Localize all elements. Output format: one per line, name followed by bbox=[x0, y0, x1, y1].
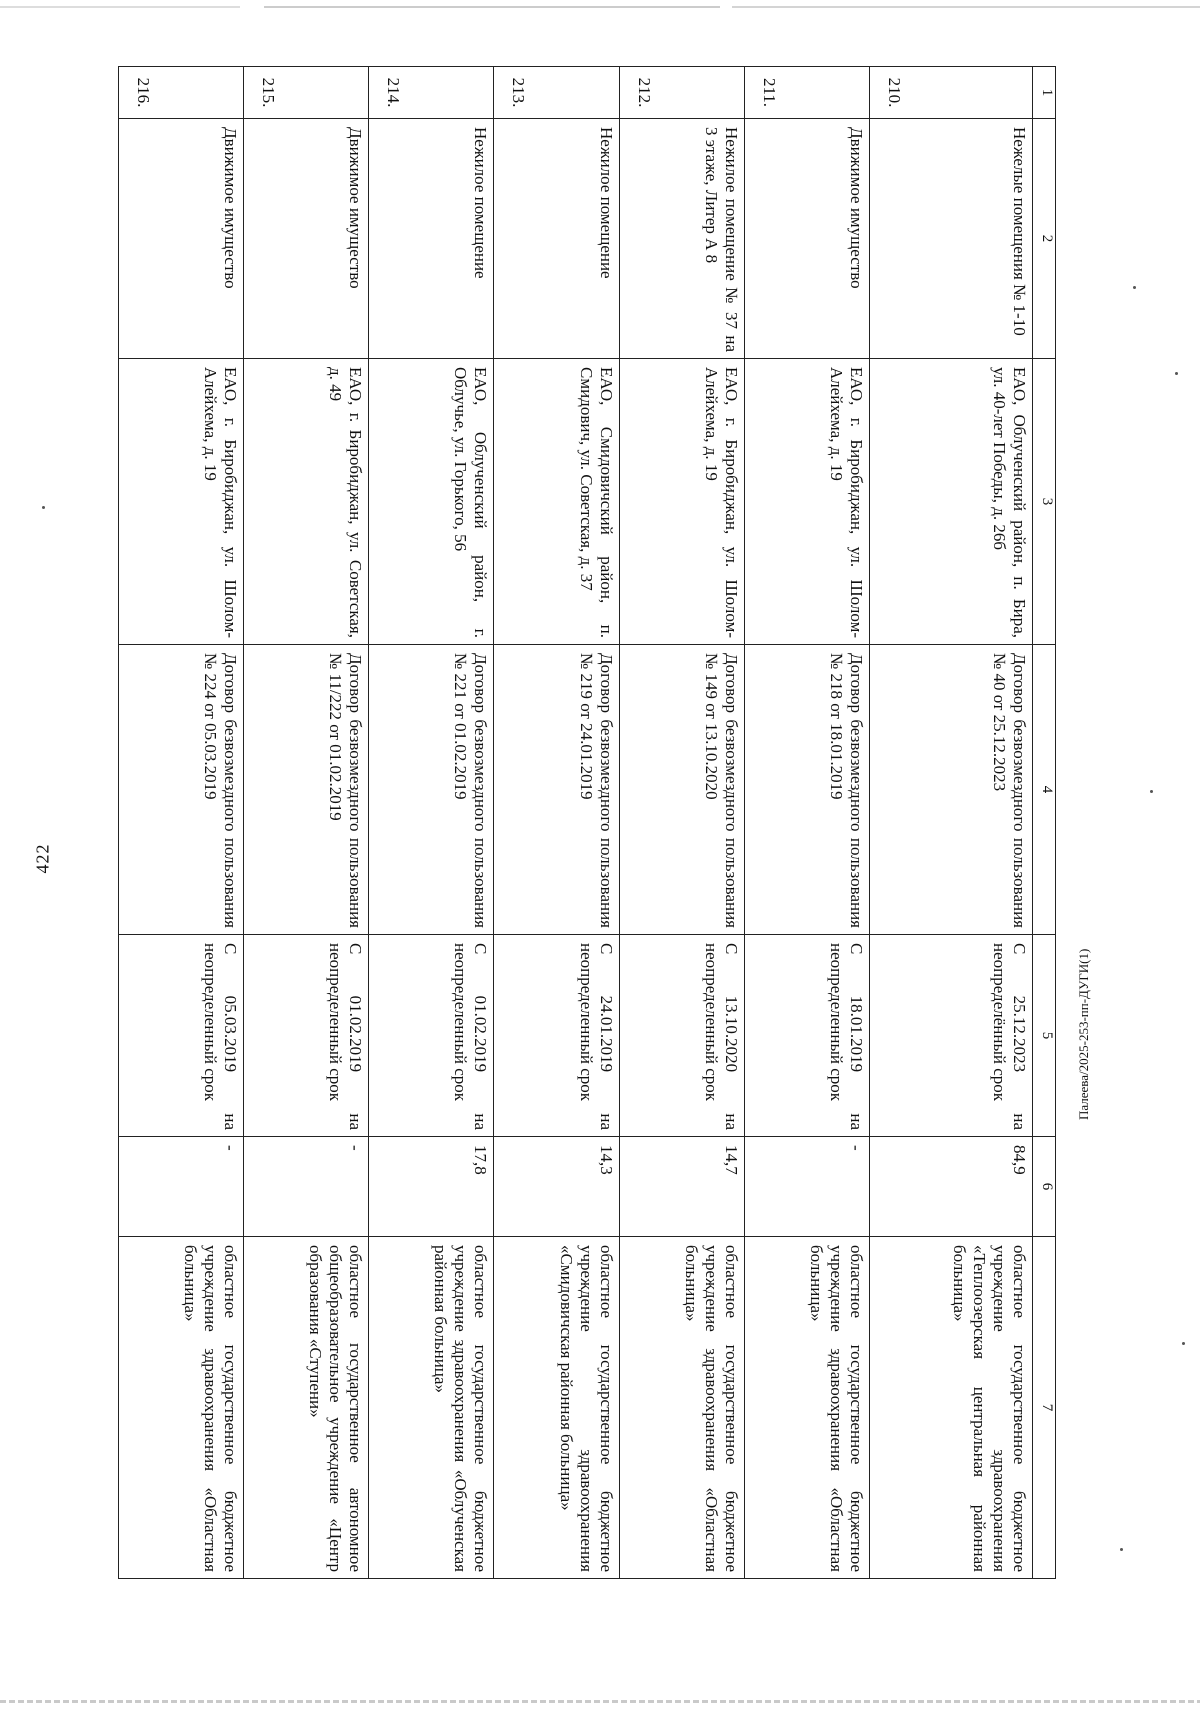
property-address: ЕАО, г. Биробиджан, ул. Шолом-Алейхема, д. 19 bbox=[826, 367, 866, 638]
property-name: Нежелые помещения № 1-10 bbox=[1010, 127, 1029, 336]
holder-text: областное государственное бюджетное учреждение здравоохранения «Областная больница» bbox=[806, 1245, 866, 1572]
scan-edge-bottom bbox=[0, 1700, 1200, 1703]
header-cell: 6 bbox=[1033, 1137, 1056, 1237]
row-number: 216. bbox=[134, 77, 153, 108]
term-text: С 01.02.2019 на неопределенный срок bbox=[326, 943, 366, 1130]
contract-text: Договор безвозмездного пользования № 218 от 18.01.2019 bbox=[826, 653, 866, 928]
page-number: 422 bbox=[32, 843, 53, 874]
area-value: - bbox=[346, 1145, 366, 1151]
header-row bbox=[1033, 67, 1056, 1579]
row-number-cell bbox=[244, 67, 369, 119]
row-number-cell bbox=[744, 67, 869, 119]
area-value: - bbox=[846, 1145, 866, 1151]
term-text: С 13.10.2020 на неопределенный срок bbox=[701, 943, 741, 1130]
term-text: С 05.03.2019 на неопределенный срок bbox=[201, 943, 241, 1130]
area-value: 14,7 bbox=[721, 1145, 741, 1175]
term-text: С 25.12.2023 на неопределённый срок bbox=[990, 943, 1029, 1130]
address-cell bbox=[494, 359, 619, 645]
term-cell bbox=[869, 935, 1032, 1137]
property-name: Движимое имущество bbox=[221, 127, 241, 289]
row-number-cell bbox=[619, 67, 744, 119]
contract-text: Договор безвозмездного пользования № 224 от 05.03.2019 bbox=[201, 653, 241, 928]
area-cell bbox=[869, 1137, 1032, 1237]
area-cell bbox=[119, 1137, 244, 1237]
name-cell bbox=[619, 119, 744, 359]
property-address: ЕАО, Облученский район, п. Бира, ул. 40-лет Победы, д. 26б bbox=[990, 367, 1029, 638]
property-address: ЕАО, г. Биробиджан, ул. Советская, д. 49 bbox=[326, 367, 366, 638]
row-number: 210. bbox=[884, 77, 904, 108]
property-name: Нежилое помещение № 37 на 3 этаже, Литер А 8 bbox=[701, 127, 741, 352]
scan-speck bbox=[1182, 1342, 1185, 1345]
property-name: Нежилое помещение bbox=[471, 127, 491, 279]
property-address: ЕАО, Облученский район, г. Облучье, ул. Горького, 56 bbox=[451, 367, 491, 638]
table-row bbox=[619, 67, 744, 1579]
term-cell bbox=[619, 935, 744, 1137]
area-value: 14,3 bbox=[596, 1145, 616, 1175]
contract-cell bbox=[744, 645, 869, 935]
name-cell bbox=[869, 119, 1032, 359]
address-cell bbox=[619, 359, 744, 645]
contract-cell bbox=[244, 645, 369, 935]
holder-text: областное государственное бюджетное учреждение здравоохранения «Теплоозерская центральная районная больница» bbox=[950, 1245, 1029, 1572]
property-name: Движимое имущество bbox=[346, 127, 366, 289]
name-cell bbox=[244, 119, 369, 359]
term-cell bbox=[244, 935, 369, 1137]
address-cell bbox=[869, 359, 1032, 645]
scan-speck bbox=[1150, 790, 1153, 793]
contract-cell bbox=[619, 645, 744, 935]
name-cell bbox=[119, 119, 244, 359]
area-cell bbox=[369, 1137, 494, 1237]
header-cell: 5 bbox=[1033, 935, 1056, 1137]
area-cell bbox=[494, 1137, 619, 1237]
name-cell bbox=[744, 119, 869, 359]
row-number-cell bbox=[869, 67, 1032, 119]
row-number-cell bbox=[369, 67, 494, 119]
area-value: - bbox=[221, 1145, 241, 1151]
holder-cell bbox=[744, 1237, 869, 1579]
holder-cell bbox=[119, 1237, 244, 1579]
rotated-table-container bbox=[118, 66, 1056, 1578]
term-cell bbox=[119, 935, 244, 1137]
header-cell: 2 bbox=[1033, 119, 1056, 359]
area-cell bbox=[244, 1137, 369, 1237]
row-number: 213. bbox=[509, 77, 529, 108]
table-row bbox=[744, 67, 869, 1579]
holder-cell bbox=[369, 1237, 494, 1579]
term-text: С 24.01.2019 на неопределенный срок bbox=[576, 943, 616, 1130]
table-row bbox=[244, 67, 369, 1579]
contract-cell bbox=[369, 645, 494, 935]
table-row bbox=[869, 67, 1032, 1579]
scan-speck bbox=[42, 506, 45, 509]
row-number-cell bbox=[494, 67, 619, 119]
area-value: 84,9 bbox=[1010, 1145, 1029, 1175]
holder-cell bbox=[869, 1237, 1032, 1579]
property-table bbox=[118, 66, 1056, 1579]
name-cell bbox=[494, 119, 619, 359]
address-cell bbox=[744, 359, 869, 645]
area-cell bbox=[619, 1137, 744, 1237]
holder-text: областное государственное бюджетное учреждение здравоохранения «Смидовичская районная больница» bbox=[556, 1245, 616, 1572]
holder-text: областное государственное бюджетное учреждение здравоохранения «Областная больница» bbox=[181, 1245, 241, 1572]
scan-speck bbox=[1120, 1548, 1123, 1551]
holder-cell bbox=[494, 1237, 619, 1579]
term-cell bbox=[494, 935, 619, 1137]
table-row bbox=[494, 67, 619, 1579]
contract-text: Договор безвозмездного пользования № 40 от 25.12.2023 bbox=[990, 653, 1029, 928]
holder-text: областное государственное автономное общеобразовательное учреждение «Центр образования «Ступени» bbox=[306, 1245, 366, 1572]
property-address: ЕАО, Смидовичский район, п. Смидович, ул. Советская, д. 37 bbox=[576, 367, 616, 638]
address-cell bbox=[119, 359, 244, 645]
area-value: 17,8 bbox=[471, 1145, 491, 1175]
term-cell bbox=[369, 935, 494, 1137]
property-address: ЕАО, г. Биробиджан, ул. Шолом-Алейхема, д. 19 bbox=[701, 367, 741, 638]
header-cell: 3 bbox=[1033, 359, 1056, 645]
term-text: С 01.02.2019 на неопределенный срок bbox=[451, 943, 491, 1130]
name-cell bbox=[369, 119, 494, 359]
contract-text: Договор безвозмездного пользования № 149 от 13.10.2020 bbox=[701, 653, 741, 928]
holder-text: областное государственное бюджетное учреждение здравоохранения «Областная больница» bbox=[681, 1245, 741, 1572]
property-name: Нежилое помещение bbox=[596, 127, 616, 279]
header-cell: 1 bbox=[1033, 67, 1056, 119]
area-cell bbox=[744, 1137, 869, 1237]
header-cell: 7 bbox=[1033, 1237, 1056, 1579]
term-text: С 18.01.2019 на неопределенный срок bbox=[826, 943, 866, 1130]
contract-cell bbox=[869, 645, 1032, 935]
contract-text: Договор безвозмездного пользования № 11/222 от 01.02.2019 bbox=[326, 653, 366, 928]
scan-speck bbox=[1133, 286, 1136, 289]
document-footer-code: Палеева/2025-253-пп-ДУГИ(1) bbox=[1076, 948, 1091, 1120]
scan-edge-top bbox=[0, 6, 1200, 8]
row-number: 215. bbox=[259, 77, 279, 108]
holder-cell bbox=[619, 1237, 744, 1579]
holder-text: областное государственное бюджетное учреждение здравоохранения «Облученская районная больница» bbox=[431, 1245, 491, 1572]
scan-speck bbox=[1175, 372, 1178, 375]
row-number: 212. bbox=[634, 77, 654, 108]
contract-text: Договор безвозмездного пользования № 221 от 01.02.2019 bbox=[451, 653, 491, 928]
row-number-cell bbox=[119, 67, 244, 119]
holder-cell bbox=[244, 1237, 369, 1579]
property-address: ЕАО, г. Биробиджан, ул. Шолом-Алейхема, д. 19 bbox=[201, 367, 241, 638]
address-cell bbox=[244, 359, 369, 645]
row-number: 214. bbox=[384, 77, 404, 108]
row-number: 211. bbox=[759, 77, 779, 108]
contract-cell bbox=[119, 645, 244, 935]
contract-cell bbox=[494, 645, 619, 935]
address-cell bbox=[369, 359, 494, 645]
header-cell: 4 bbox=[1033, 645, 1056, 935]
property-name: Движимое имущество bbox=[846, 127, 866, 289]
table-row bbox=[369, 67, 494, 1579]
term-cell bbox=[744, 935, 869, 1137]
table-row bbox=[119, 67, 244, 1579]
contract-text: Договор безвозмездного пользования № 219 от 24.01.2019 bbox=[576, 653, 616, 928]
